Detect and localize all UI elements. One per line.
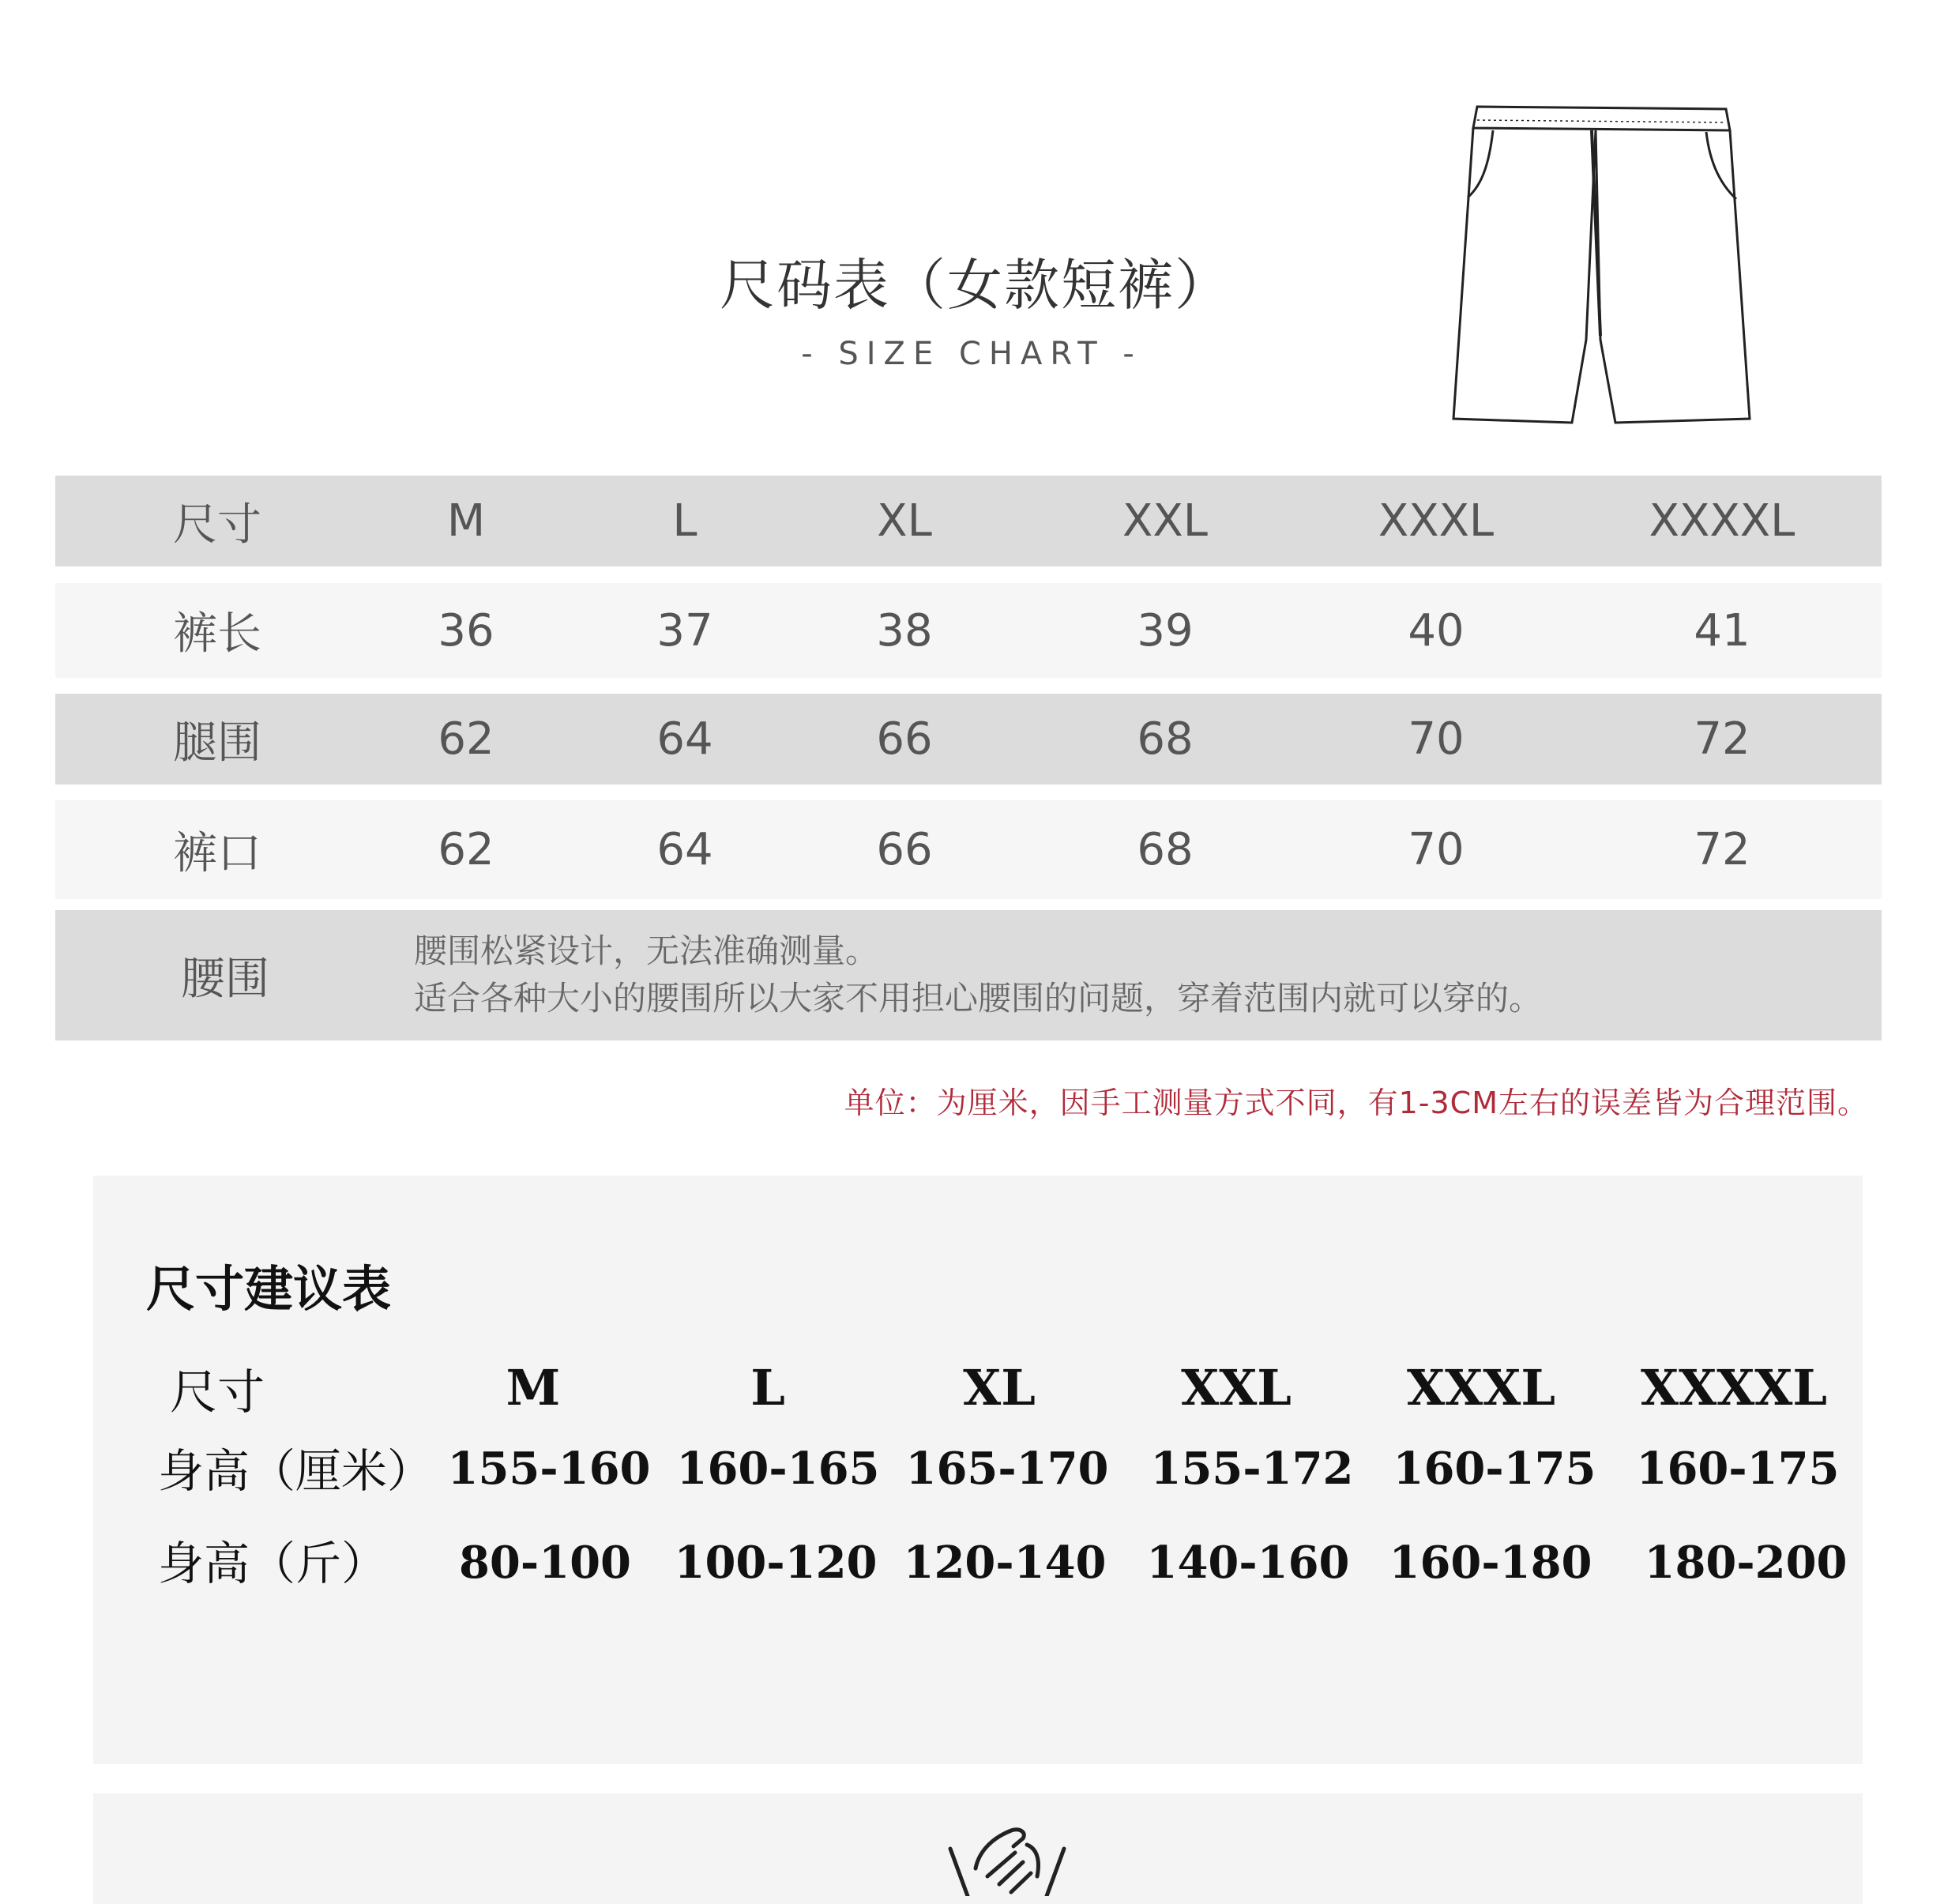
table-row — [55, 800, 1882, 899]
rec-cell: 160-175 — [1393, 1443, 1596, 1495]
table-cell: 64 — [656, 824, 713, 875]
table-cell: 72 — [1694, 713, 1750, 765]
header-size-xxl: XXL — [1122, 495, 1208, 547]
header-size-label: 尺寸 — [173, 499, 261, 551]
table-cell: 70 — [1408, 713, 1465, 765]
header-size-m: M — [446, 495, 486, 547]
table-cell: 72 — [1694, 824, 1750, 875]
rec-size-xxxxl: XXXXL — [1640, 1359, 1827, 1417]
rec-cell: 100-120 — [674, 1537, 878, 1589]
table-cell: 62 — [438, 824, 494, 875]
header-size-xxxl: XXXL — [1378, 495, 1495, 547]
table-header-row — [55, 476, 1882, 566]
rec-cell: 155-172 — [1150, 1443, 1354, 1495]
header-size-xxxxl: XXXXL — [1649, 495, 1795, 547]
table-cell: 70 — [1408, 824, 1465, 875]
table-cell: 41 — [1694, 604, 1750, 657]
rec-cell: 80-100 — [458, 1537, 632, 1589]
rec-size-xxxl: XXXL — [1407, 1359, 1555, 1417]
waist-note-line1: 腰围松紧设计，无法准确测量。 — [414, 931, 879, 970]
table-cell: 39 — [1137, 604, 1194, 657]
row-label: 腿围 — [173, 717, 261, 769]
table-row — [55, 694, 1882, 785]
rec-cell: 160-180 — [1389, 1537, 1592, 1589]
table-row — [55, 583, 1882, 678]
rec-row-label: 身高（斤） — [158, 1537, 388, 1590]
row-label: 裤口 — [173, 827, 261, 879]
table-cell: 64 — [656, 713, 713, 765]
rec-size-xxl: XXL — [1181, 1359, 1292, 1417]
table-cell: 38 — [876, 604, 933, 657]
waist-label: 腰围 — [181, 953, 269, 1005]
rec-cell: 160-165 — [676, 1443, 880, 1495]
page-title: 尺码表（女款短裤） — [720, 253, 1231, 318]
table-cell: 66 — [876, 713, 933, 765]
rec-cell: 120-140 — [903, 1537, 1107, 1589]
rec-size-label: 尺寸 — [170, 1365, 265, 1420]
shorts-outline-icon — [1446, 95, 1777, 442]
table-cell: 37 — [656, 604, 713, 657]
rec-cell: 165-170 — [905, 1443, 1109, 1495]
row-label: 裤长 — [173, 608, 261, 660]
table-cell: 68 — [1137, 713, 1194, 765]
recommendation-title: 尺寸建议表 — [146, 1260, 392, 1318]
rec-size-m: M — [506, 1359, 561, 1417]
rec-row-label: 身高（厘米） — [158, 1444, 434, 1498]
rec-cell: 180-200 — [1644, 1537, 1848, 1589]
hand-wash-icon — [944, 1821, 1070, 1896]
page-subtitle: - SIZE CHART - — [801, 336, 1142, 372]
table-cell: 40 — [1408, 604, 1465, 657]
waist-row — [55, 910, 1882, 1040]
table-cell: 68 — [1137, 824, 1194, 875]
rec-size-xl: XL — [963, 1359, 1036, 1417]
table-cell: 66 — [876, 824, 933, 875]
rec-cell: 155-160 — [447, 1443, 651, 1495]
header-size-l: L — [672, 495, 697, 547]
header-size-xl: XL — [877, 495, 932, 547]
table-cell: 62 — [438, 713, 494, 765]
table-cell: 36 — [438, 604, 494, 657]
rec-cell: 140-160 — [1146, 1537, 1350, 1589]
unit-note: 单位：为厘米，因手工测量方式不同，有1-3CM左右的误差皆为合理范围。 — [844, 1086, 1868, 1120]
rec-cell: 160-175 — [1636, 1443, 1840, 1495]
rec-size-l: L — [750, 1359, 785, 1417]
waist-note-line2: 适合各种大小的腰围所以大家不用担心腰围的问题，穿着范围内就可以穿的。 — [414, 979, 1543, 1018]
